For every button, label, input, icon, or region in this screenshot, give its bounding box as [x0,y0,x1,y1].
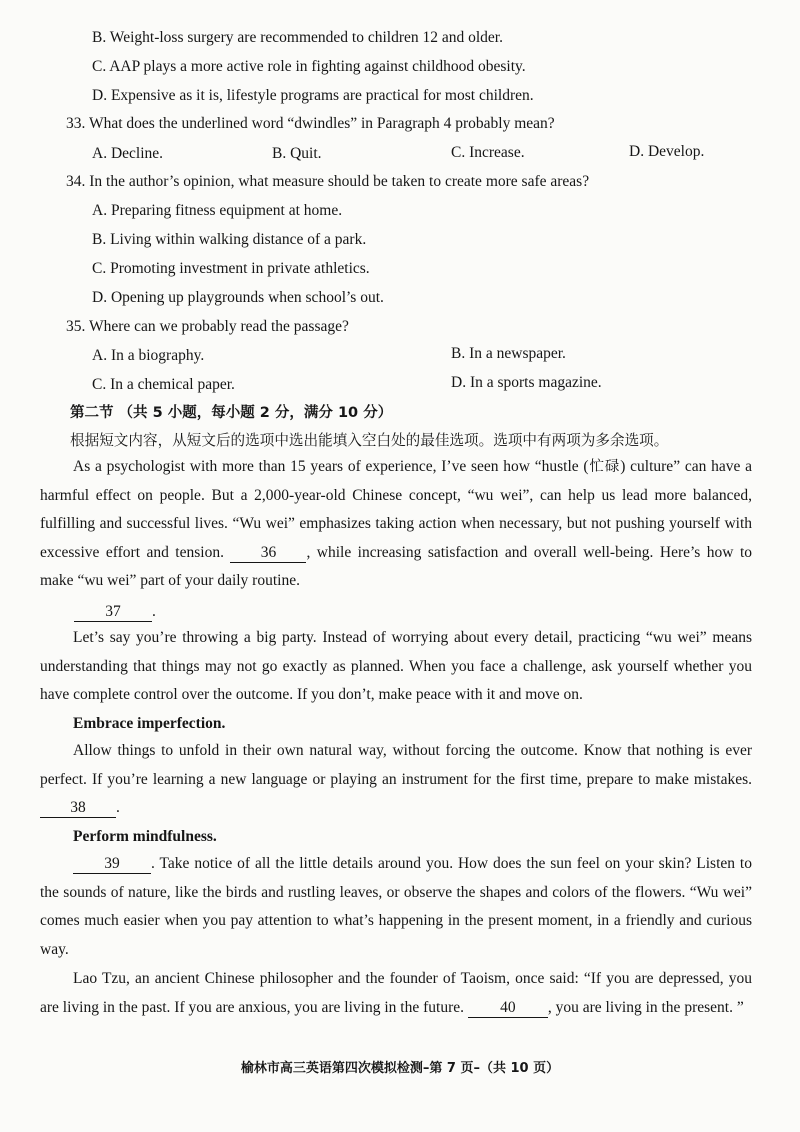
blank-37-period: . [152,603,156,620]
passage-paragraph-4 [40,850,752,964]
q34-option-a: A. Preparing fitness equipment at home. [92,202,343,219]
q33-option-c: C. Increase. [451,144,525,161]
q33-option-a: A. Decline. [92,145,164,162]
paragraph-5-text-a: Lao Tzu, an ancient Chinese philosopher and the founder of Taoism, once said: “If you are depressed, you are living in the past. If you are anxious, you are living in the future. [40,970,752,1016]
page-footer: 榆林市高三英语第四次模拟检测–第 7 页–（共 10 页） [240,1061,560,1076]
q35-option-c: C. In a chemical paper. [92,376,235,393]
blank-36[interactable]: 36 [230,544,306,563]
q32-option-c: C. AAP plays a more active role in fighting against childhood obesity. [92,58,526,75]
passage-paragraph-3 [40,737,752,823]
q33-option-d: D. Develop. [629,143,705,160]
blank-40[interactable]: 40 [468,999,548,1018]
q32-option-b: B. Weight-loss surgery are recommended to children 12 and older. [92,29,503,46]
paragraph-3-period: . [116,799,120,817]
passage-paragraph-1 [40,453,752,596]
passage-paragraph-5 [40,965,752,1022]
section-instruction: 根据短文内容，从短文后的选项中选出能填入空白处的最佳选项。选项中有两项为多余选项。 [70,432,669,449]
paragraph-5-text-b: , you are living in the present. ” [547,998,744,1016]
q34-option-d: D. Opening up playgrounds when school’s out. [92,289,384,306]
paragraph-1-text-b: ) culture” can have a harmful effect on people. But a 2,000-year-old Chinese concept, “wu wei”, can help us lead more balanced, fulfilling and successful lives. “Wu wei” emphasizes taking action when necessary, but not pushing yourself with excessive effort and tension. [40,458,752,561]
blank-37[interactable]: 37 [74,603,152,622]
blank-39[interactable]: 39 [73,855,151,874]
paragraph-1-chinese-gloss: 忙碌 [588,459,621,475]
paragraph-4-text: . Take notice of all the little details around you. How does the sun feel on your skin? Listen to the sounds of nature, like the birds and rustling leaves, or observe the shapes and colors of the flowers. “Wu wei” comes much easier when you pay attention to what’s happening in the present moment, in a friendly and curious way. [40,855,752,958]
paragraph-1-text-c: , while increasing satisfaction and overall well-being. Here’s how to make “wu wei” part of your daily routine. [40,543,753,590]
q34-option-c: C. Promoting investment in private athletics. [92,260,370,277]
paragraph-3-text: Allow things to unfold in their own natural way, without forcing the outcome. Know that nothing is ever perfect. If you’re learning a new language or playing an instrument for the first time, prepare to make mistakes. [40,742,752,788]
paragraph-1-text-a: As a psychologist with more than 15 years of experience, I’ve seen how “hustle ( [73,458,589,475]
passage-paragraph-2: Let’s say you’re throwing a big party. Instead of worrying about every detail, practicing “wu wei” means understanding that things may not go exactly as planned. When you face a challenge, ask yourself whether you have complete control over the outcome. If you don’t, make peace with it and move on. [40,629,752,704]
q34-stem: 34. In the author’s opinion, what measure should be taken to create more safe areas? [66,173,590,190]
heading-perform-mindfulness: Perform mindfulness. [73,828,217,845]
q34-option-b: B. Living within walking distance of a park. [92,231,367,248]
q35-stem: 35. Where can we probably read the passage? [66,318,349,335]
q33-stem: 33. What does the underlined word “dwindles” in Paragraph 4 probably mean? [66,115,555,132]
q33-option-b: B. Quit. [272,145,322,162]
q35-option-a: A. In a biography. [92,347,205,364]
q35-option-b: B. In a newspaper. [451,345,566,362]
q35-option-d: D. In a sports magazine. [451,374,602,391]
section-heading: 第二节 （共 5 小题，每小题 2 分，满分 10 分） [70,405,393,421]
blank-38[interactable]: 38 [40,799,116,818]
q32-option-d: D. Expensive as it is, lifestyle programs are practical for most children. [92,87,534,104]
blank-37-line [74,602,156,622]
heading-embrace-imperfection: Embrace imperfection. [73,715,226,732]
